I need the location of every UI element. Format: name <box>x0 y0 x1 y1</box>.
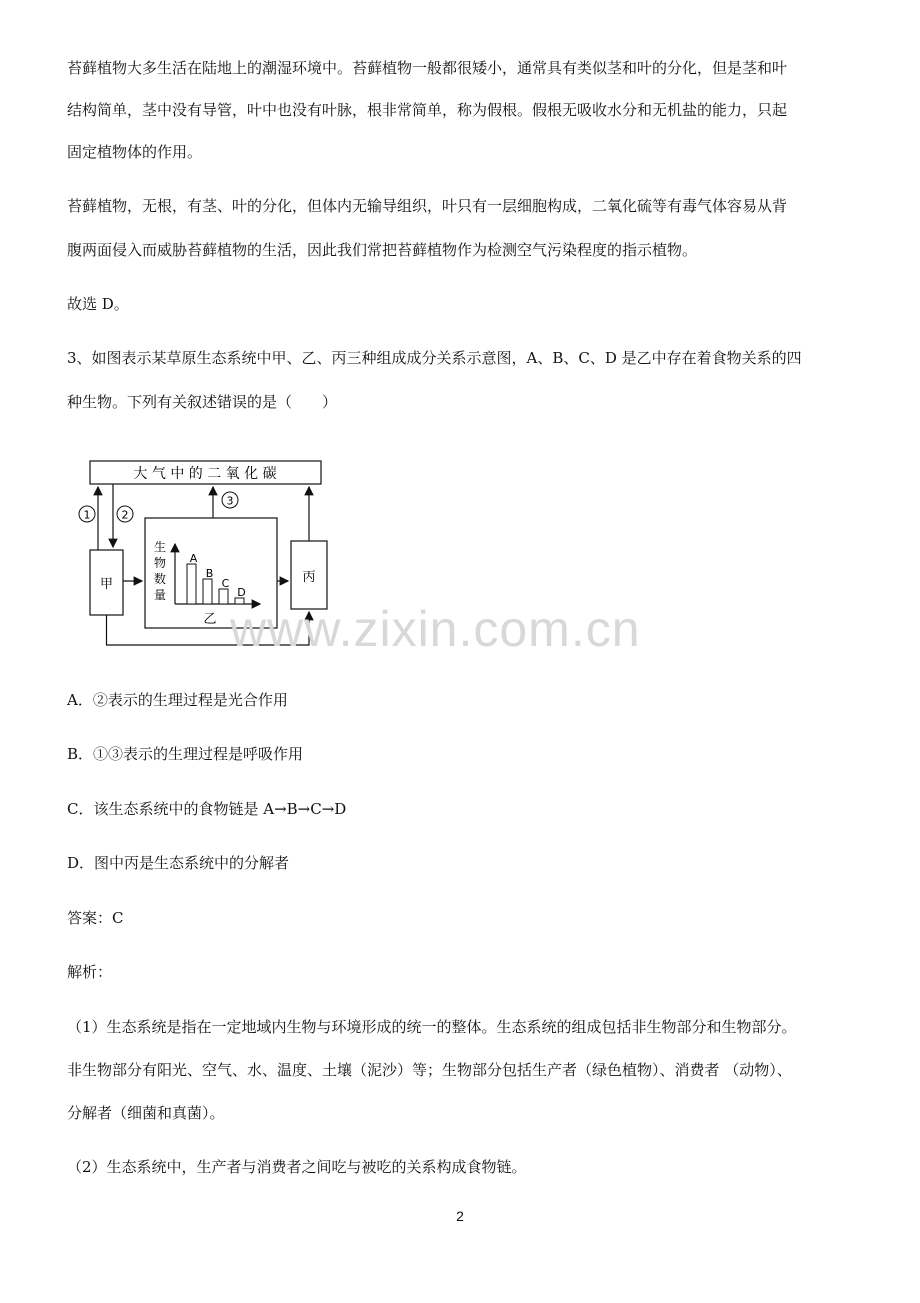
bar-label-C: C <box>221 577 230 590</box>
option-b: B．①③表示的生理过程是呼吸作用 <box>67 745 304 763</box>
analysis-line: （1）生态系统是指在一定地域内生物与环境形成的统一的整体。生态系统的组成包括非生物部分和生物部分。 <box>67 1018 797 1036</box>
watermark: www.zixin.com.cn <box>230 601 641 657</box>
answer-text: 答案：C <box>67 909 124 927</box>
option-a: A．②表示的生理过程是光合作用 <box>67 691 288 709</box>
paragraph-line: 固定植物体的作用。 <box>67 143 203 161</box>
ylabel-char: 物 <box>153 556 167 570</box>
question-line: 种生物。下列有关叙述错误的是（ ） <box>67 393 338 411</box>
bing-label: 丙 <box>302 570 316 585</box>
arrow-1-label: 1 <box>83 508 91 522</box>
analysis-line: 分解者（细菌和真菌）。 <box>67 1104 225 1122</box>
ylabel-char: 生 <box>153 540 167 554</box>
bar-B <box>203 579 212 604</box>
option-c: C．该生态系统中的食物链是 A→B→C→D <box>67 800 347 818</box>
analysis-line: 非生物部分有阳光、空气、水、温度、土壤（泥沙）等；生物部分包括生产者（绿色植物）、消费者 （动物）、 <box>67 1061 792 1079</box>
bar-label-A: A <box>189 552 198 565</box>
question-line: 3、如图表示某草原生态系统中甲、乙、丙三种组成成分关系示意图，A、B、C、D 是乙中存在着食物关系的四 <box>67 349 802 367</box>
bar-label-B: B <box>205 567 214 580</box>
arrow-2-label: 2 <box>121 508 129 522</box>
paragraph-line: 苔藓植物大多生活在陆地上的潮湿环境中。苔藓植物一般都很矮小，通常具有类似茎和叶的分化，但是茎和叶 <box>67 59 788 77</box>
bar-label-D: D <box>237 586 246 599</box>
option-d: D．图中丙是生态系统中的分解者 <box>67 854 290 872</box>
bar-A <box>187 564 196 604</box>
co2-label: 大 气 中 的 二 氧 化 碳 <box>133 466 277 482</box>
paragraph-line: 苔藓植物，无根，有茎、叶的分化，但体内无输导组织，叶只有一层细胞构成，二氧化硫等有毒气体容易从背 <box>67 197 788 215</box>
ylabel-char: 数 <box>153 572 167 586</box>
jia-label: 甲 <box>99 577 114 592</box>
arrow-3-label: 3 <box>226 494 234 508</box>
page-number: 2 <box>456 1208 464 1224</box>
analysis-label: 解析： <box>67 963 113 981</box>
paragraph-line: 结构简单，茎中没有导管，叶中也没有叶脉，根非常简单，称为假根。假根无吸收水分和无机盐的能力，只起 <box>67 101 788 119</box>
ylabel-char: 量 <box>153 588 167 602</box>
analysis-line: （2）生态系统中，生产者与消费者之间吃与被吃的关系构成食物链。 <box>67 1158 527 1176</box>
conclusion-text: 故选 D。 <box>67 295 129 313</box>
paragraph-line: 腹两面侵入而威胁苔藓植物的生活，因此我们常把苔藓植物作为检测空气污染程度的指示植物。 <box>67 241 698 259</box>
yi-label: 乙 <box>203 612 217 627</box>
bar-C <box>219 589 228 604</box>
